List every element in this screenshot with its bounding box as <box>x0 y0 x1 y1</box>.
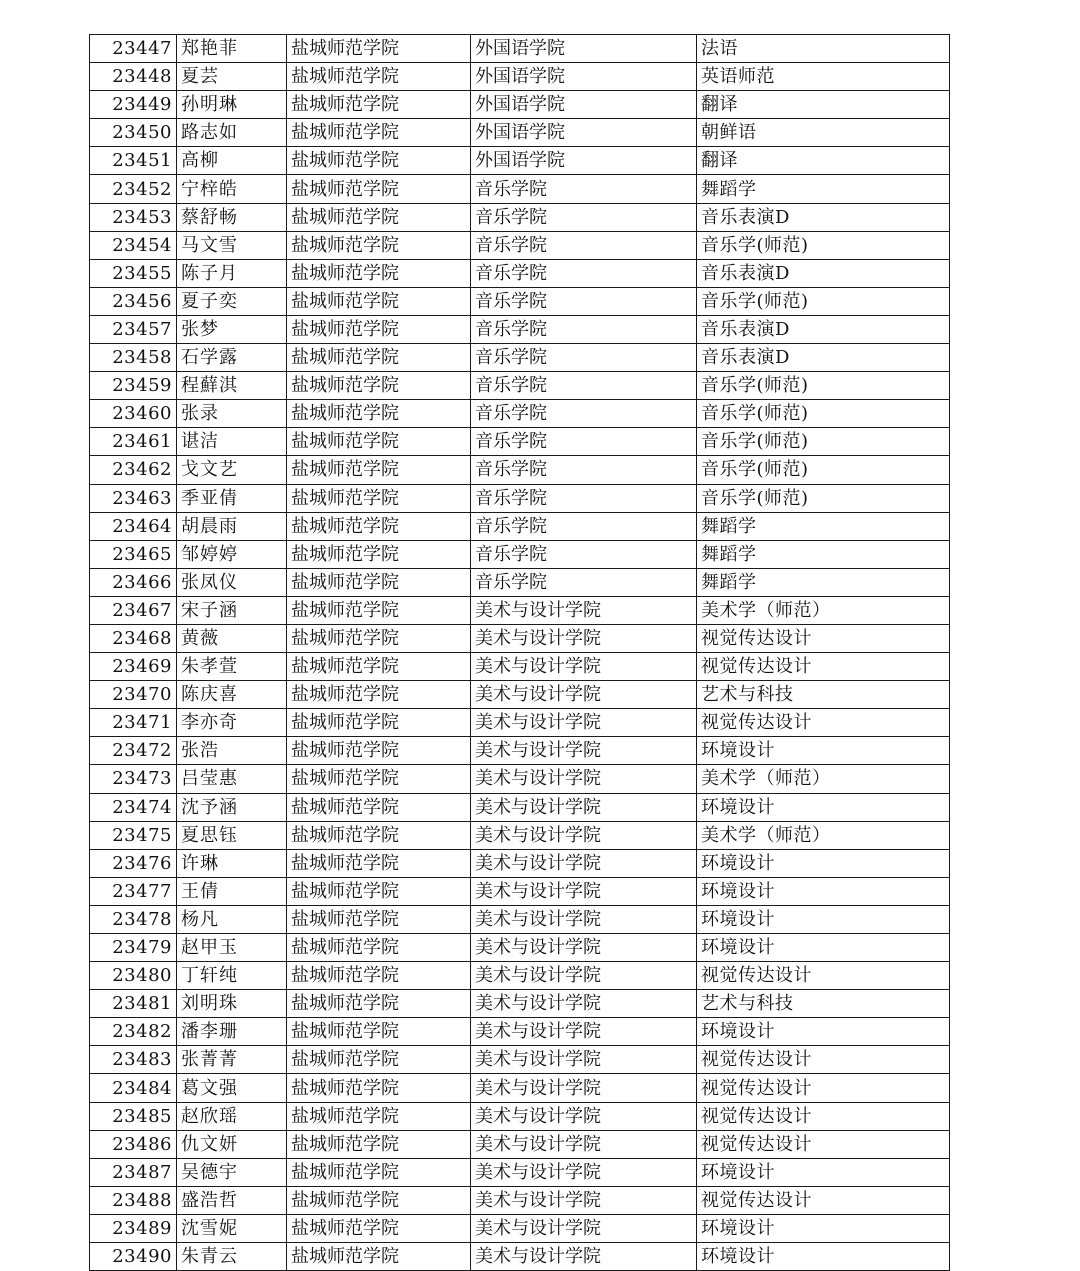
cell-name: 吴德宇 <box>177 1158 287 1186</box>
cell-id: 23458 <box>90 344 177 372</box>
cell-name: 张凤仪 <box>177 568 287 596</box>
cell-school: 盐城师范学院 <box>287 231 471 259</box>
cell-name: 潘李珊 <box>177 1018 287 1046</box>
cell-id: 23451 <box>90 147 177 175</box>
cell-major: 视觉传达设计 <box>697 1074 950 1102</box>
cell-major: 法语 <box>697 35 950 63</box>
table-row <box>90 1074 950 1102</box>
cell-department: 音乐学院 <box>471 203 697 231</box>
cell-department: 美术与设计学院 <box>471 1102 697 1130</box>
table-row <box>90 119 950 147</box>
cell-department: 音乐学院 <box>471 175 697 203</box>
cell-department: 外国语学院 <box>471 147 697 175</box>
cell-major: 翻译 <box>697 147 950 175</box>
cell-school: 盐城师范学院 <box>287 540 471 568</box>
cell-department: 美术与设计学院 <box>471 1074 697 1102</box>
cell-school: 盐城师范学院 <box>287 934 471 962</box>
cell-school: 盐城师范学院 <box>287 1243 471 1271</box>
cell-major: 环境设计 <box>697 737 950 765</box>
cell-major: 音乐学(师范) <box>697 428 950 456</box>
cell-school: 盐城师范学院 <box>287 877 471 905</box>
cell-major: 环境设计 <box>697 934 950 962</box>
cell-major: 音乐学(师范) <box>697 484 950 512</box>
table-row <box>90 259 950 287</box>
cell-department: 音乐学院 <box>471 400 697 428</box>
table-row <box>90 793 950 821</box>
cell-name: 张梦 <box>177 315 287 343</box>
table-row <box>90 203 950 231</box>
cell-id: 23460 <box>90 400 177 428</box>
cell-department: 美术与设计学院 <box>471 1214 697 1242</box>
cell-department: 音乐学院 <box>471 456 697 484</box>
cell-major: 音乐表演D <box>697 203 950 231</box>
cell-id: 23448 <box>90 63 177 91</box>
cell-school: 盐城师范学院 <box>287 91 471 119</box>
cell-id: 23486 <box>90 1130 177 1158</box>
cell-id: 23490 <box>90 1243 177 1271</box>
cell-name: 黄薇 <box>177 624 287 652</box>
cell-school: 盐城师范学院 <box>287 456 471 484</box>
cell-id: 23470 <box>90 681 177 709</box>
cell-id: 23469 <box>90 653 177 681</box>
table-row <box>90 1186 950 1214</box>
cell-id: 23467 <box>90 596 177 624</box>
cell-major: 环境设计 <box>697 1214 950 1242</box>
cell-department: 外国语学院 <box>471 91 697 119</box>
table-row <box>90 709 950 737</box>
cell-school: 盐城师范学院 <box>287 287 471 315</box>
cell-name: 丁轩纯 <box>177 962 287 990</box>
cell-major: 音乐表演D <box>697 315 950 343</box>
cell-major: 舞蹈学 <box>697 512 950 540</box>
table-row <box>90 934 950 962</box>
cell-name: 胡晨雨 <box>177 512 287 540</box>
cell-department: 美术与设计学院 <box>471 1018 697 1046</box>
cell-school: 盐城师范学院 <box>287 35 471 63</box>
cell-name: 陈子月 <box>177 259 287 287</box>
table-row <box>90 315 950 343</box>
cell-department: 美术与设计学院 <box>471 1046 697 1074</box>
table-row <box>90 624 950 652</box>
cell-name: 李亦奇 <box>177 709 287 737</box>
cell-school: 盐城师范学院 <box>287 653 471 681</box>
table-row <box>90 400 950 428</box>
cell-name: 路志如 <box>177 119 287 147</box>
cell-name: 刘明珠 <box>177 990 287 1018</box>
cell-department: 音乐学院 <box>471 568 697 596</box>
cell-school: 盐城师范学院 <box>287 709 471 737</box>
table-row <box>90 1214 950 1242</box>
cell-major: 视觉传达设计 <box>697 653 950 681</box>
cell-department: 美术与设计学院 <box>471 877 697 905</box>
cell-school: 盐城师范学院 <box>287 372 471 400</box>
cell-major: 翻译 <box>697 91 950 119</box>
cell-school: 盐城师范学院 <box>287 596 471 624</box>
cell-school: 盐城师范学院 <box>287 1186 471 1214</box>
table-row <box>90 877 950 905</box>
cell-department: 音乐学院 <box>471 287 697 315</box>
cell-id: 23462 <box>90 456 177 484</box>
cell-department: 美术与设计学院 <box>471 821 697 849</box>
cell-department: 美术与设计学院 <box>471 1130 697 1158</box>
cell-major: 视觉传达设计 <box>697 1046 950 1074</box>
cell-major: 美术学（师范） <box>697 596 950 624</box>
cell-id: 23488 <box>90 1186 177 1214</box>
cell-department: 音乐学院 <box>471 231 697 259</box>
cell-id: 23471 <box>90 709 177 737</box>
cell-major: 视觉传达设计 <box>697 1186 950 1214</box>
cell-id: 23453 <box>90 203 177 231</box>
table-row <box>90 765 950 793</box>
cell-school: 盐城师范学院 <box>287 962 471 990</box>
cell-id: 23481 <box>90 990 177 1018</box>
cell-name: 戈文艺 <box>177 456 287 484</box>
table-row <box>90 35 950 63</box>
table-row <box>90 596 950 624</box>
cell-major: 视觉传达设计 <box>697 1130 950 1158</box>
cell-name: 张菁菁 <box>177 1046 287 1074</box>
cell-id: 23456 <box>90 287 177 315</box>
table-row <box>90 63 950 91</box>
table-row <box>90 962 950 990</box>
table-row <box>90 540 950 568</box>
cell-id: 23489 <box>90 1214 177 1242</box>
table-row <box>90 653 950 681</box>
cell-name: 季亚倩 <box>177 484 287 512</box>
cell-id: 23472 <box>90 737 177 765</box>
cell-name: 程蘚淇 <box>177 372 287 400</box>
cell-department: 外国语学院 <box>471 119 697 147</box>
cell-school: 盐城师范学院 <box>287 1046 471 1074</box>
cell-department: 美术与设计学院 <box>471 962 697 990</box>
cell-school: 盐城师范学院 <box>287 765 471 793</box>
cell-name: 许琳 <box>177 849 287 877</box>
cell-school: 盐城师范学院 <box>287 1102 471 1130</box>
cell-major: 音乐学(师范) <box>697 287 950 315</box>
table-row <box>90 821 950 849</box>
cell-major: 舞蹈学 <box>697 568 950 596</box>
cell-department: 美术与设计学院 <box>471 793 697 821</box>
cell-id: 23457 <box>90 315 177 343</box>
table-row <box>90 231 950 259</box>
cell-major: 朝鲜语 <box>697 119 950 147</box>
cell-id: 23480 <box>90 962 177 990</box>
table-row <box>90 568 950 596</box>
cell-id: 23468 <box>90 624 177 652</box>
table-row <box>90 1046 950 1074</box>
cell-name: 赵欣瑶 <box>177 1102 287 1130</box>
cell-name: 宁梓皓 <box>177 175 287 203</box>
cell-major: 音乐学(师范) <box>697 456 950 484</box>
cell-name: 沈雪妮 <box>177 1214 287 1242</box>
cell-department: 美术与设计学院 <box>471 624 697 652</box>
cell-name: 夏子奕 <box>177 287 287 315</box>
cell-school: 盐城师范学院 <box>287 344 471 372</box>
cell-major: 美术学（师范） <box>697 821 950 849</box>
cell-school: 盐城师范学院 <box>287 315 471 343</box>
cell-id: 23484 <box>90 1074 177 1102</box>
table-row <box>90 287 950 315</box>
cell-name: 张录 <box>177 400 287 428</box>
cell-major: 环境设计 <box>697 1018 950 1046</box>
cell-department: 外国语学院 <box>471 63 697 91</box>
cell-department: 音乐学院 <box>471 372 697 400</box>
cell-major: 美术学（师范） <box>697 765 950 793</box>
cell-school: 盐城师范学院 <box>287 512 471 540</box>
cell-id: 23483 <box>90 1046 177 1074</box>
table-row <box>90 849 950 877</box>
table-row <box>90 372 950 400</box>
cell-id: 23466 <box>90 568 177 596</box>
cell-school: 盐城师范学院 <box>287 119 471 147</box>
cell-school: 盐城师范学院 <box>287 1158 471 1186</box>
cell-school: 盐城师范学院 <box>287 175 471 203</box>
cell-name: 张浩 <box>177 737 287 765</box>
cell-name: 宋子涵 <box>177 596 287 624</box>
cell-id: 23459 <box>90 372 177 400</box>
cell-department: 美术与设计学院 <box>471 990 697 1018</box>
cell-department: 美术与设计学院 <box>471 1158 697 1186</box>
cell-id: 23461 <box>90 428 177 456</box>
cell-name: 夏芸 <box>177 63 287 91</box>
cell-id: 23465 <box>90 540 177 568</box>
table-row <box>90 344 950 372</box>
cell-major: 音乐表演D <box>697 344 950 372</box>
table-row <box>90 175 950 203</box>
cell-department: 音乐学院 <box>471 344 697 372</box>
cell-name: 邹婷婷 <box>177 540 287 568</box>
cell-department: 美术与设计学院 <box>471 1186 697 1214</box>
cell-name: 吕莹惠 <box>177 765 287 793</box>
cell-school: 盐城师范学院 <box>287 484 471 512</box>
cell-school: 盐城师范学院 <box>287 568 471 596</box>
cell-major: 视觉传达设计 <box>697 709 950 737</box>
cell-department: 音乐学院 <box>471 315 697 343</box>
cell-name: 朱孝萱 <box>177 653 287 681</box>
cell-major: 英语师范 <box>697 63 950 91</box>
cell-school: 盐城师范学院 <box>287 905 471 933</box>
table-row <box>90 147 950 175</box>
cell-id: 23476 <box>90 849 177 877</box>
cell-department: 音乐学院 <box>471 259 697 287</box>
cell-major: 视觉传达设计 <box>697 624 950 652</box>
cell-school: 盐城师范学院 <box>287 1214 471 1242</box>
cell-name: 赵甲玉 <box>177 934 287 962</box>
table-row <box>90 990 950 1018</box>
cell-id: 23475 <box>90 821 177 849</box>
student-list-body <box>90 35 950 1271</box>
cell-department: 美术与设计学院 <box>471 934 697 962</box>
cell-name: 石学露 <box>177 344 287 372</box>
cell-id: 23478 <box>90 905 177 933</box>
cell-school: 盐城师范学院 <box>287 1074 471 1102</box>
cell-department: 美术与设计学院 <box>471 653 697 681</box>
table-row <box>90 91 950 119</box>
table-row <box>90 737 950 765</box>
cell-id: 23455 <box>90 259 177 287</box>
cell-name: 朱青云 <box>177 1243 287 1271</box>
cell-school: 盐城师范学院 <box>287 1018 471 1046</box>
cell-school: 盐城师范学院 <box>287 147 471 175</box>
cell-school: 盐城师范学院 <box>287 793 471 821</box>
table-row <box>90 1018 950 1046</box>
cell-major: 环境设计 <box>697 849 950 877</box>
table-row <box>90 428 950 456</box>
cell-name: 高柳 <box>177 147 287 175</box>
cell-school: 盐城师范学院 <box>287 1130 471 1158</box>
cell-name: 葛文强 <box>177 1074 287 1102</box>
cell-school: 盐城师范学院 <box>287 990 471 1018</box>
cell-major: 艺术与科技 <box>697 990 950 1018</box>
cell-major: 环境设计 <box>697 1243 950 1271</box>
table-row <box>90 1102 950 1130</box>
cell-school: 盐城师范学院 <box>287 400 471 428</box>
cell-id: 23452 <box>90 175 177 203</box>
cell-name: 郑艳菲 <box>177 35 287 63</box>
cell-department: 音乐学院 <box>471 428 697 456</box>
table-row <box>90 1243 950 1271</box>
cell-school: 盐城师范学院 <box>287 681 471 709</box>
cell-department: 美术与设计学院 <box>471 765 697 793</box>
cell-id: 23464 <box>90 512 177 540</box>
table-row <box>90 456 950 484</box>
cell-name: 夏思钰 <box>177 821 287 849</box>
cell-school: 盐城师范学院 <box>287 203 471 231</box>
cell-major: 音乐学(师范) <box>697 400 950 428</box>
cell-major: 舞蹈学 <box>697 540 950 568</box>
student-list-table <box>89 34 950 1271</box>
table-row <box>90 905 950 933</box>
cell-name: 杨凡 <box>177 905 287 933</box>
cell-name: 沈予涵 <box>177 793 287 821</box>
cell-id: 23450 <box>90 119 177 147</box>
table-row <box>90 512 950 540</box>
cell-id: 23474 <box>90 793 177 821</box>
table-row <box>90 681 950 709</box>
cell-name: 盛浩哲 <box>177 1186 287 1214</box>
cell-major: 音乐表演D <box>697 259 950 287</box>
cell-id: 23447 <box>90 35 177 63</box>
cell-school: 盐城师范学院 <box>287 821 471 849</box>
cell-department: 美术与设计学院 <box>471 709 697 737</box>
cell-school: 盐城师范学院 <box>287 428 471 456</box>
cell-name: 蔡舒畅 <box>177 203 287 231</box>
cell-department: 美术与设计学院 <box>471 905 697 933</box>
cell-school: 盐城师范学院 <box>287 849 471 877</box>
cell-name: 仇文妍 <box>177 1130 287 1158</box>
cell-department: 美术与设计学院 <box>471 1243 697 1271</box>
cell-name: 陈庆喜 <box>177 681 287 709</box>
cell-school: 盐城师范学院 <box>287 737 471 765</box>
cell-department: 美术与设计学院 <box>471 849 697 877</box>
cell-major: 艺术与科技 <box>697 681 950 709</box>
cell-id: 23454 <box>90 231 177 259</box>
cell-major: 环境设计 <box>697 877 950 905</box>
cell-name: 谌洁 <box>177 428 287 456</box>
cell-department: 美术与设计学院 <box>471 737 697 765</box>
cell-id: 23463 <box>90 484 177 512</box>
cell-name: 王倩 <box>177 877 287 905</box>
cell-id: 23482 <box>90 1018 177 1046</box>
cell-id: 23487 <box>90 1158 177 1186</box>
cell-school: 盐城师范学院 <box>287 63 471 91</box>
cell-major: 舞蹈学 <box>697 175 950 203</box>
cell-major: 视觉传达设计 <box>697 1102 950 1130</box>
cell-department: 美术与设计学院 <box>471 596 697 624</box>
cell-school: 盐城师范学院 <box>287 624 471 652</box>
cell-id: 23485 <box>90 1102 177 1130</box>
cell-major: 环境设计 <box>697 905 950 933</box>
cell-major: 音乐学(师范) <box>697 372 950 400</box>
cell-department: 音乐学院 <box>471 540 697 568</box>
cell-school: 盐城师范学院 <box>287 259 471 287</box>
cell-major: 环境设计 <box>697 793 950 821</box>
cell-id: 23449 <box>90 91 177 119</box>
table-row <box>90 484 950 512</box>
cell-major: 音乐学(师范) <box>697 231 950 259</box>
cell-id: 23473 <box>90 765 177 793</box>
cell-id: 23479 <box>90 934 177 962</box>
cell-id: 23477 <box>90 877 177 905</box>
cell-department: 美术与设计学院 <box>471 681 697 709</box>
cell-name: 马文雪 <box>177 231 287 259</box>
table-row <box>90 1130 950 1158</box>
cell-department: 音乐学院 <box>471 512 697 540</box>
cell-major: 视觉传达设计 <box>697 962 950 990</box>
cell-department: 音乐学院 <box>471 484 697 512</box>
cell-department: 外国语学院 <box>471 35 697 63</box>
cell-name: 孙明琳 <box>177 91 287 119</box>
cell-major: 环境设计 <box>697 1158 950 1186</box>
table-row <box>90 1158 950 1186</box>
